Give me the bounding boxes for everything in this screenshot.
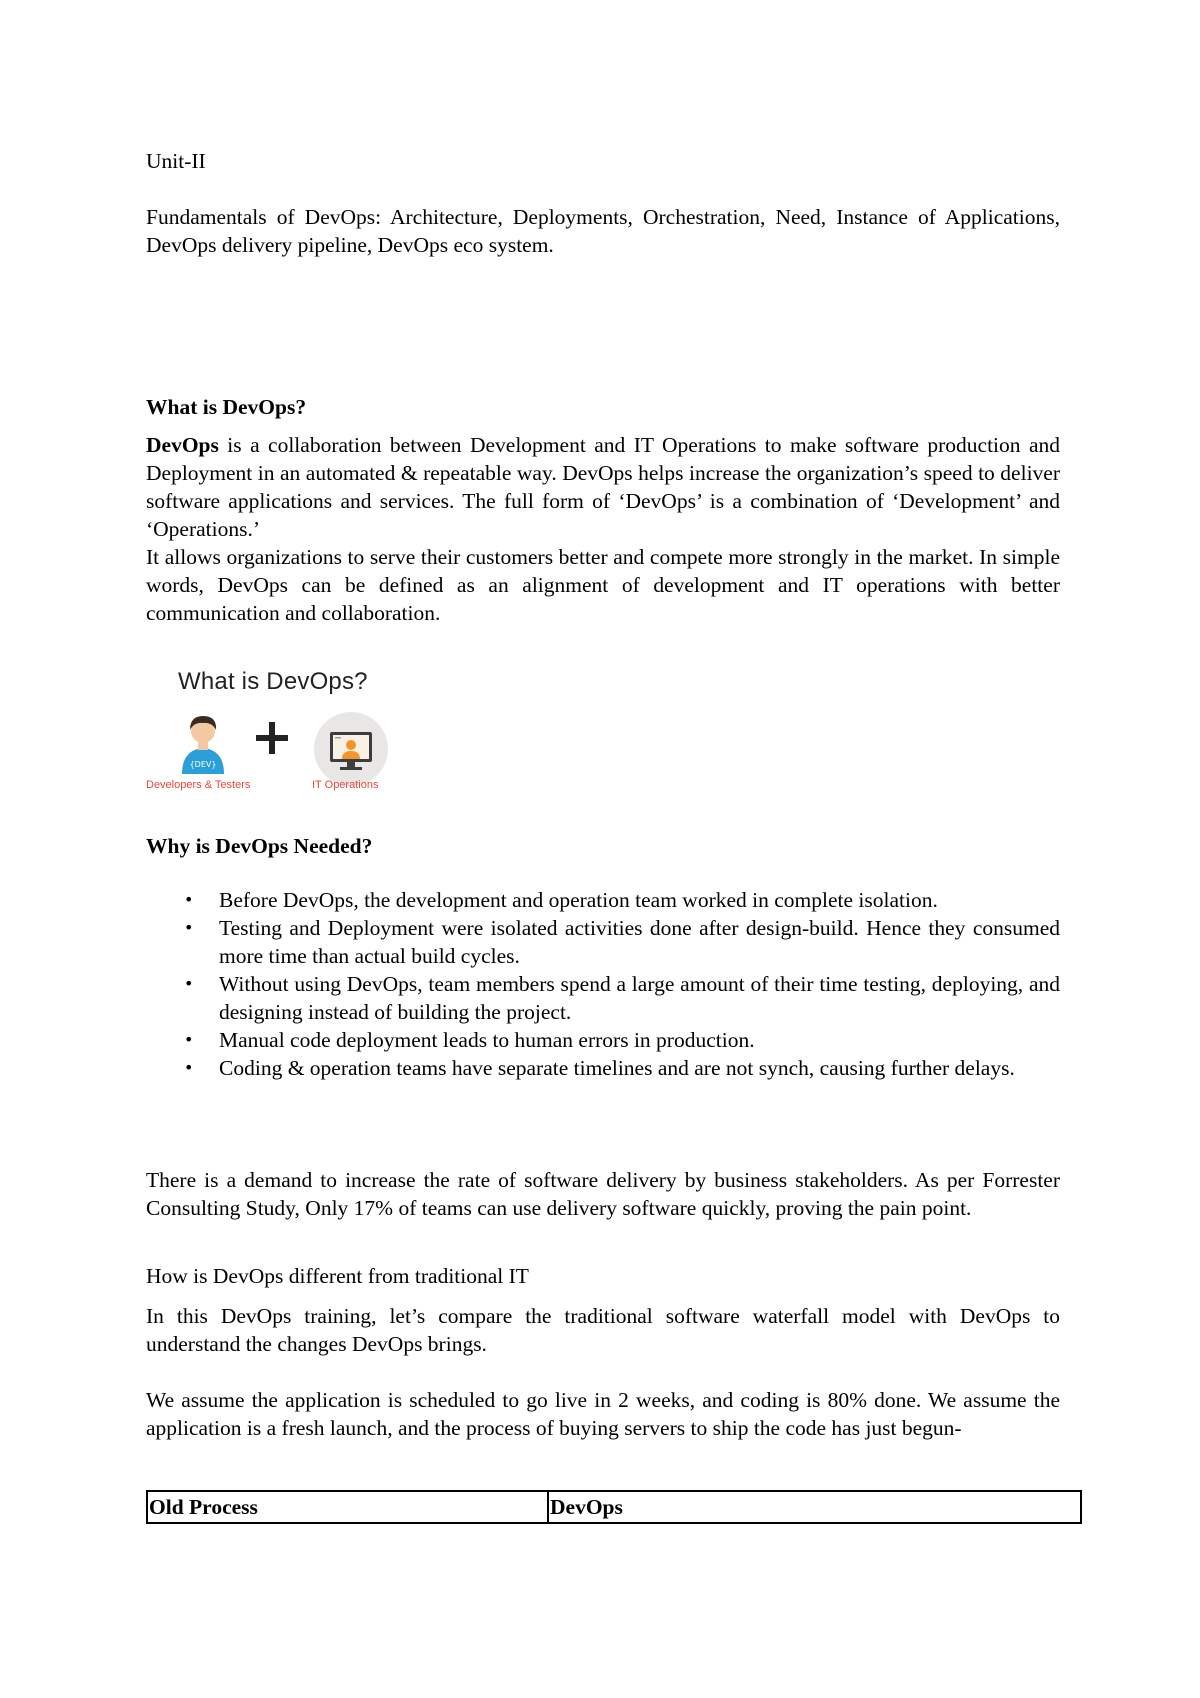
assumption-paragraph: We assume the application is scheduled to go live in 2 weeks, and coding is 80% done. We assume the application is a fresh launch, and the process of buying servers to ship the code has just begun- (146, 1388, 1060, 1440)
old-process-header: Old Process (147, 1491, 548, 1523)
how-different-heading: How is DevOps different from traditional IT (146, 1264, 529, 1288)
it-operations-icon (314, 712, 388, 786)
devops-term: DevOps (146, 433, 219, 457)
list-item: • Coding & operation teams have separate timelines and are not synch, causing further delays. (146, 1054, 1060, 1082)
what-is-devops-figure (146, 660, 406, 800)
plus-icon (254, 720, 290, 756)
list-item: • Manual code deployment leads to human errors in production. (146, 1026, 1060, 1054)
demand-paragraph: There is a demand to increase the rate of software delivery by business stakeholders. As per Forrester Consulting Study, Only 17% of teams can use delivery software quickly, proving the pain point. (146, 1168, 1060, 1220)
comparison-table (146, 1490, 1082, 1524)
list-item: • Testing and Deployment were isolated activities done after design-build. Hence they consumed more time than actual build cycles. (146, 914, 1060, 970)
developers-testers-label: Developers & Testers (146, 779, 251, 791)
developer-icon (176, 712, 230, 774)
unit-title: Unit-II (146, 149, 206, 173)
figure-title: What is DevOps? (178, 668, 368, 695)
dev-badge: {DEV} (189, 760, 217, 769)
devops-definition-body: is a collaboration between Development and IT Operations to make software production and Deployment in an automated & repeatable way. DevOps helps increase the organization’s speed to deliver software applications and services. The full form of ‘DevOps’ is a combination of ‘Development’ and ‘Operations.’ (146, 433, 1060, 541)
what-is-devops-heading: What is DevOps? (146, 395, 307, 419)
training-paragraph: In this DevOps training, let’s compare the traditional software waterfall model with DevOps to understand the changes DevOps brings. (146, 1304, 1060, 1356)
why-devops-needed-heading: Why is DevOps Needed? (146, 834, 373, 858)
list-item: • Before DevOps, the development and operation team worked in complete isolation. (146, 886, 1060, 914)
why-devops-bullet-list (146, 886, 1060, 1082)
intro-paragraph: Fundamentals of DevOps: Architecture, Deployments, Orchestration, Need, Instance of Applications, DevOps delivery pipeline, DevOps eco system. (146, 205, 1060, 257)
devops-header: DevOps (548, 1491, 1081, 1523)
devops-definition-continued: It allows organizations to serve their customers better and compete more strongly in the market. In simple words, DevOps can be defined as an alignment of development and IT operations with better communication and collaboration. (146, 545, 1060, 625)
it-operations-label: IT Operations (312, 779, 379, 791)
devops-definition-paragraph (146, 431, 1060, 627)
list-item: • Without using DevOps, team members spend a large amount of their time testing, deploying, and designing instead of building the project. (146, 970, 1060, 1026)
table-header-row (147, 1491, 1081, 1523)
